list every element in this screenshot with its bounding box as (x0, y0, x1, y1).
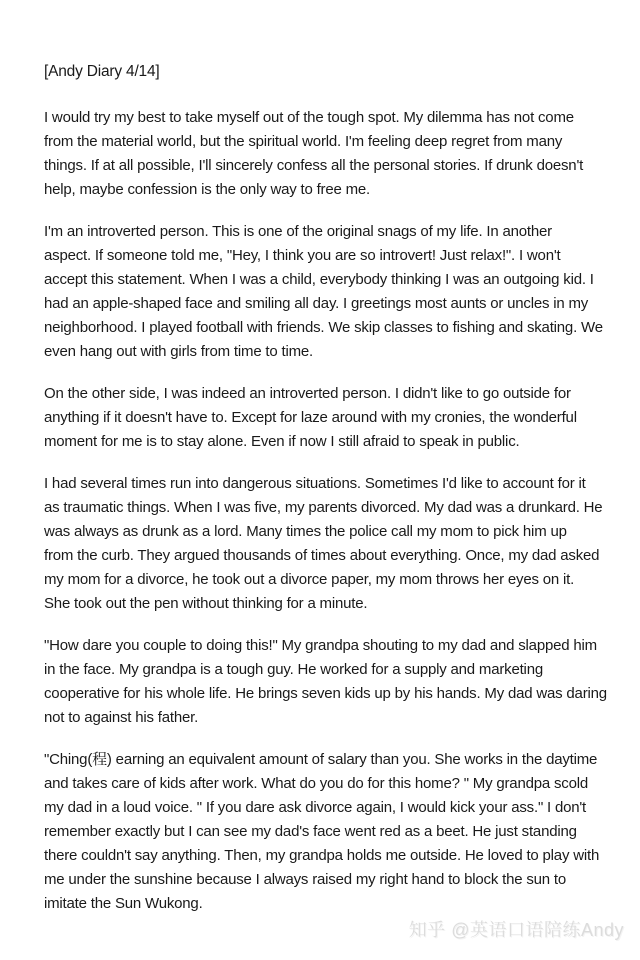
text-line: me under the sunshine because I always raised my right hand to block the sun to (44, 871, 567, 888)
text-line: from the curb. They argued thousands of times about everything. Once, my dad asked (44, 547, 600, 564)
text-line: aspect. If someone told me, "Hey, I think you are so introvert! Just relax!". I won't (44, 247, 561, 264)
text-line: help, maybe confession is the only way to free me. (44, 181, 371, 198)
text-line: neighborhood. I played football with friends. We skip classes to fishing and skating. We (44, 319, 603, 336)
text-line: was always as drunk as a lord. Many times the police call my mom to pick him up (44, 523, 567, 540)
text-line: cooperative for his whole life. He brings seven kids up by his hands. My dad was daring (44, 685, 607, 702)
diary-body (44, 106, 612, 916)
text-line: and takes care of kids after work. What do you do for this home? " My grandpa scold (44, 775, 589, 792)
text-line: "Ching(程) earning an equivalent amount of salary than you. She works in the daytime (44, 751, 598, 768)
text-line: moment for me is to stay alone. Even if now I still afraid to speak in public. (44, 433, 520, 450)
text-line: my dad in a loud voice. " If you dare ask divorce again, I would kick your ass." I don't (44, 799, 587, 816)
text-line: I'm an introverted person. This is one of the original snags of my life. In another (44, 223, 552, 240)
paragraph (44, 106, 612, 202)
text-line: my mom for a divorce, he took out a divorce paper, my mom throws her eyes on it. (44, 571, 575, 588)
text-line: had an apple-shaped face and smiling all day. I greetings most aunts or uncles in my (44, 295, 589, 312)
text-line: things. If at all possible, I'll sincerely confess all the personal stories. If drunk doesn't (44, 157, 584, 174)
text-line: even hang out with girls from time to time. (44, 343, 314, 360)
text-line: I had several times run into dangerous situations. Sometimes I'd like to account for it (44, 475, 586, 492)
text-line: accept this statement. When I was a child, everybody thinking I was an outgoing kid. I (44, 271, 594, 288)
text-line: anything if it doesn't have to. Except for laze around with my cronies, the wonderful (44, 409, 577, 426)
text-line: not to against his father. (44, 709, 199, 726)
paragraph (44, 748, 612, 916)
text-line: from the material world, but the spiritual world. I'm feeling deep regret from many (44, 133, 563, 150)
text-line: as traumatic things. When I was five, my parents divorced. My dad was a drunkard. He (44, 499, 603, 516)
text-line: there couldn't say anything. Then, my grandpa holds me outside. He loved to play with (44, 847, 600, 864)
diary-title: [Andy Diary 4/14] (44, 63, 160, 80)
text-line: On the other side, I was indeed an introverted person. I didn't like to go outside for (44, 385, 571, 402)
paragraph (44, 382, 612, 454)
text-line: imitate the Sun Wukong. (44, 895, 203, 912)
text-line: "How dare you couple to doing this!" My grandpa shouting to my dad and slapped him (44, 637, 597, 654)
paragraph (44, 634, 612, 730)
text-line: in the face. My grandpa is a tough guy. He worked for a supply and marketing (44, 661, 543, 678)
paragraph (44, 220, 612, 364)
paragraph (44, 472, 612, 616)
zhihu-watermark: 知乎 @英语口语陪练Andy (408, 920, 624, 940)
text-line: remember exactly but I can see my dad's face went red as a beet. He just standing (44, 823, 577, 840)
text-line: She took out the pen without thinking for a minute. (44, 595, 368, 612)
text-line: I would try my best to take myself out of the tough spot. My dilemma has not come (44, 109, 574, 126)
